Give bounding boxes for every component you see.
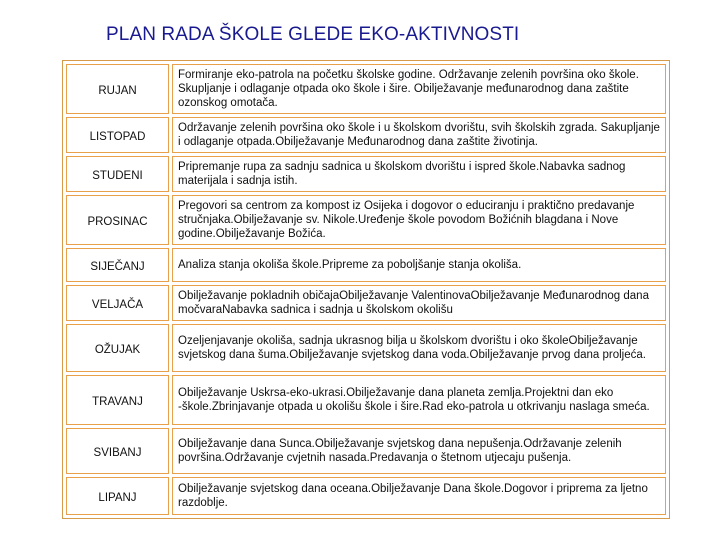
month-cell-travanj: TRAVANJ — [66, 375, 169, 425]
month-cell-listopad: LISTOPAD — [66, 117, 169, 153]
table-row — [66, 285, 666, 321]
activity-cell-listopad: Održavanje zelenih površina oko škole i u školskom dvorištu, svih školskih zgrada. Sakupljanje i odlaganje otpada.Obilježavanje Međunarodnog dana zaštite životinja. — [172, 117, 666, 153]
activity-cell-sijecanj: Analiza stanja okoliša škole.Pripreme za poboljšanje stanja okoliša. — [172, 248, 666, 282]
month-cell-lipanj: LIPANJ — [66, 477, 169, 515]
table-row — [66, 156, 666, 192]
activity-cell-ozujak: Ozeljenjavanje okoliša, sadnja ukrasnog bilja u školskom dvorištu i oko školeObilježavanje svjetskog dana šuma.Obilježavanje svjetskog dana voda.Obilježavanje prvog dana proljeća. — [172, 324, 666, 372]
table-row — [66, 324, 666, 372]
eco-plan-table — [62, 60, 670, 519]
table-row — [66, 248, 666, 282]
month-cell-sijecanj: SIJEČANJ — [66, 248, 169, 282]
table-row — [66, 64, 666, 114]
month-cell-studeni: STUDENI — [66, 156, 169, 192]
activity-cell-travanj: Obilježavanje Uskrsa-eko-ukrasi.Obilježavanje dana planeta zemlja.Projektni dan eko -škole.Zbrinjavanje otpada u okolišu škole i šire.Rad eko-patrola u otkrivanju naslaga smeća. — [172, 375, 666, 425]
activity-cell-veljaca: Obilježavanje pokladnih običajaObilježavanje ValentinovaObilježavanje Međunarodnog dana močvaraNabavka sadnica i sadnja u školskom okolišu — [172, 285, 666, 321]
activity-cell-prosinac: Pregovori sa centrom za kompost iz Osijeka i dogovor o educiranju i praktično predavanje stručnjaka.Obilježavanje sv. Nikole.Uređenje škole povodom Božićnih blagdana i Nove godine.Obilježavanje Božića. — [172, 195, 666, 245]
month-cell-svibanj: SVIBANJ — [66, 428, 169, 474]
page-title: PLAN RADA ŠKOLE GLEDE EKO-AKTIVNOSTI — [106, 24, 520, 45]
month-cell-rujan: RUJAN — [66, 64, 169, 114]
table-row — [66, 195, 666, 245]
activity-cell-rujan: Formiranje eko-patrola na početku školske godine. Održavanje zelenih površina oko škole. Skupljanje i odlaganje otpada oko škole i šire. Obilježavanje međunarodnog dana zaštite ozonskog omotača. — [172, 64, 666, 114]
month-cell-prosinac: PROSINAC — [66, 195, 169, 245]
activity-cell-studeni: Pripremanje rupa za sadnju sadnica u školskom dvorištu i ispred škole.Nabavka sadnog materijala i sadnja istih. — [172, 156, 666, 192]
month-cell-veljaca: VELJAČA — [66, 285, 169, 321]
table-row — [66, 428, 666, 474]
table-row — [66, 375, 666, 425]
table-row — [66, 117, 666, 153]
activity-cell-lipanj: Obilježavanje svjetskog dana oceana.Obilježavanje Dana škole.Dogovor i priprema za ljetno razdoblje. — [172, 477, 666, 515]
table-row — [66, 477, 666, 515]
activity-cell-svibanj: Obilježavanje dana Sunca.Obilježavanje svjetskog dana nepušenja.Održavanje zelenih površina.Održavanje cvjetnih nasada.Predavanja o štetnom utjecaju pušenja. — [172, 428, 666, 474]
month-cell-ozujak: OŽUJAK — [66, 324, 169, 372]
